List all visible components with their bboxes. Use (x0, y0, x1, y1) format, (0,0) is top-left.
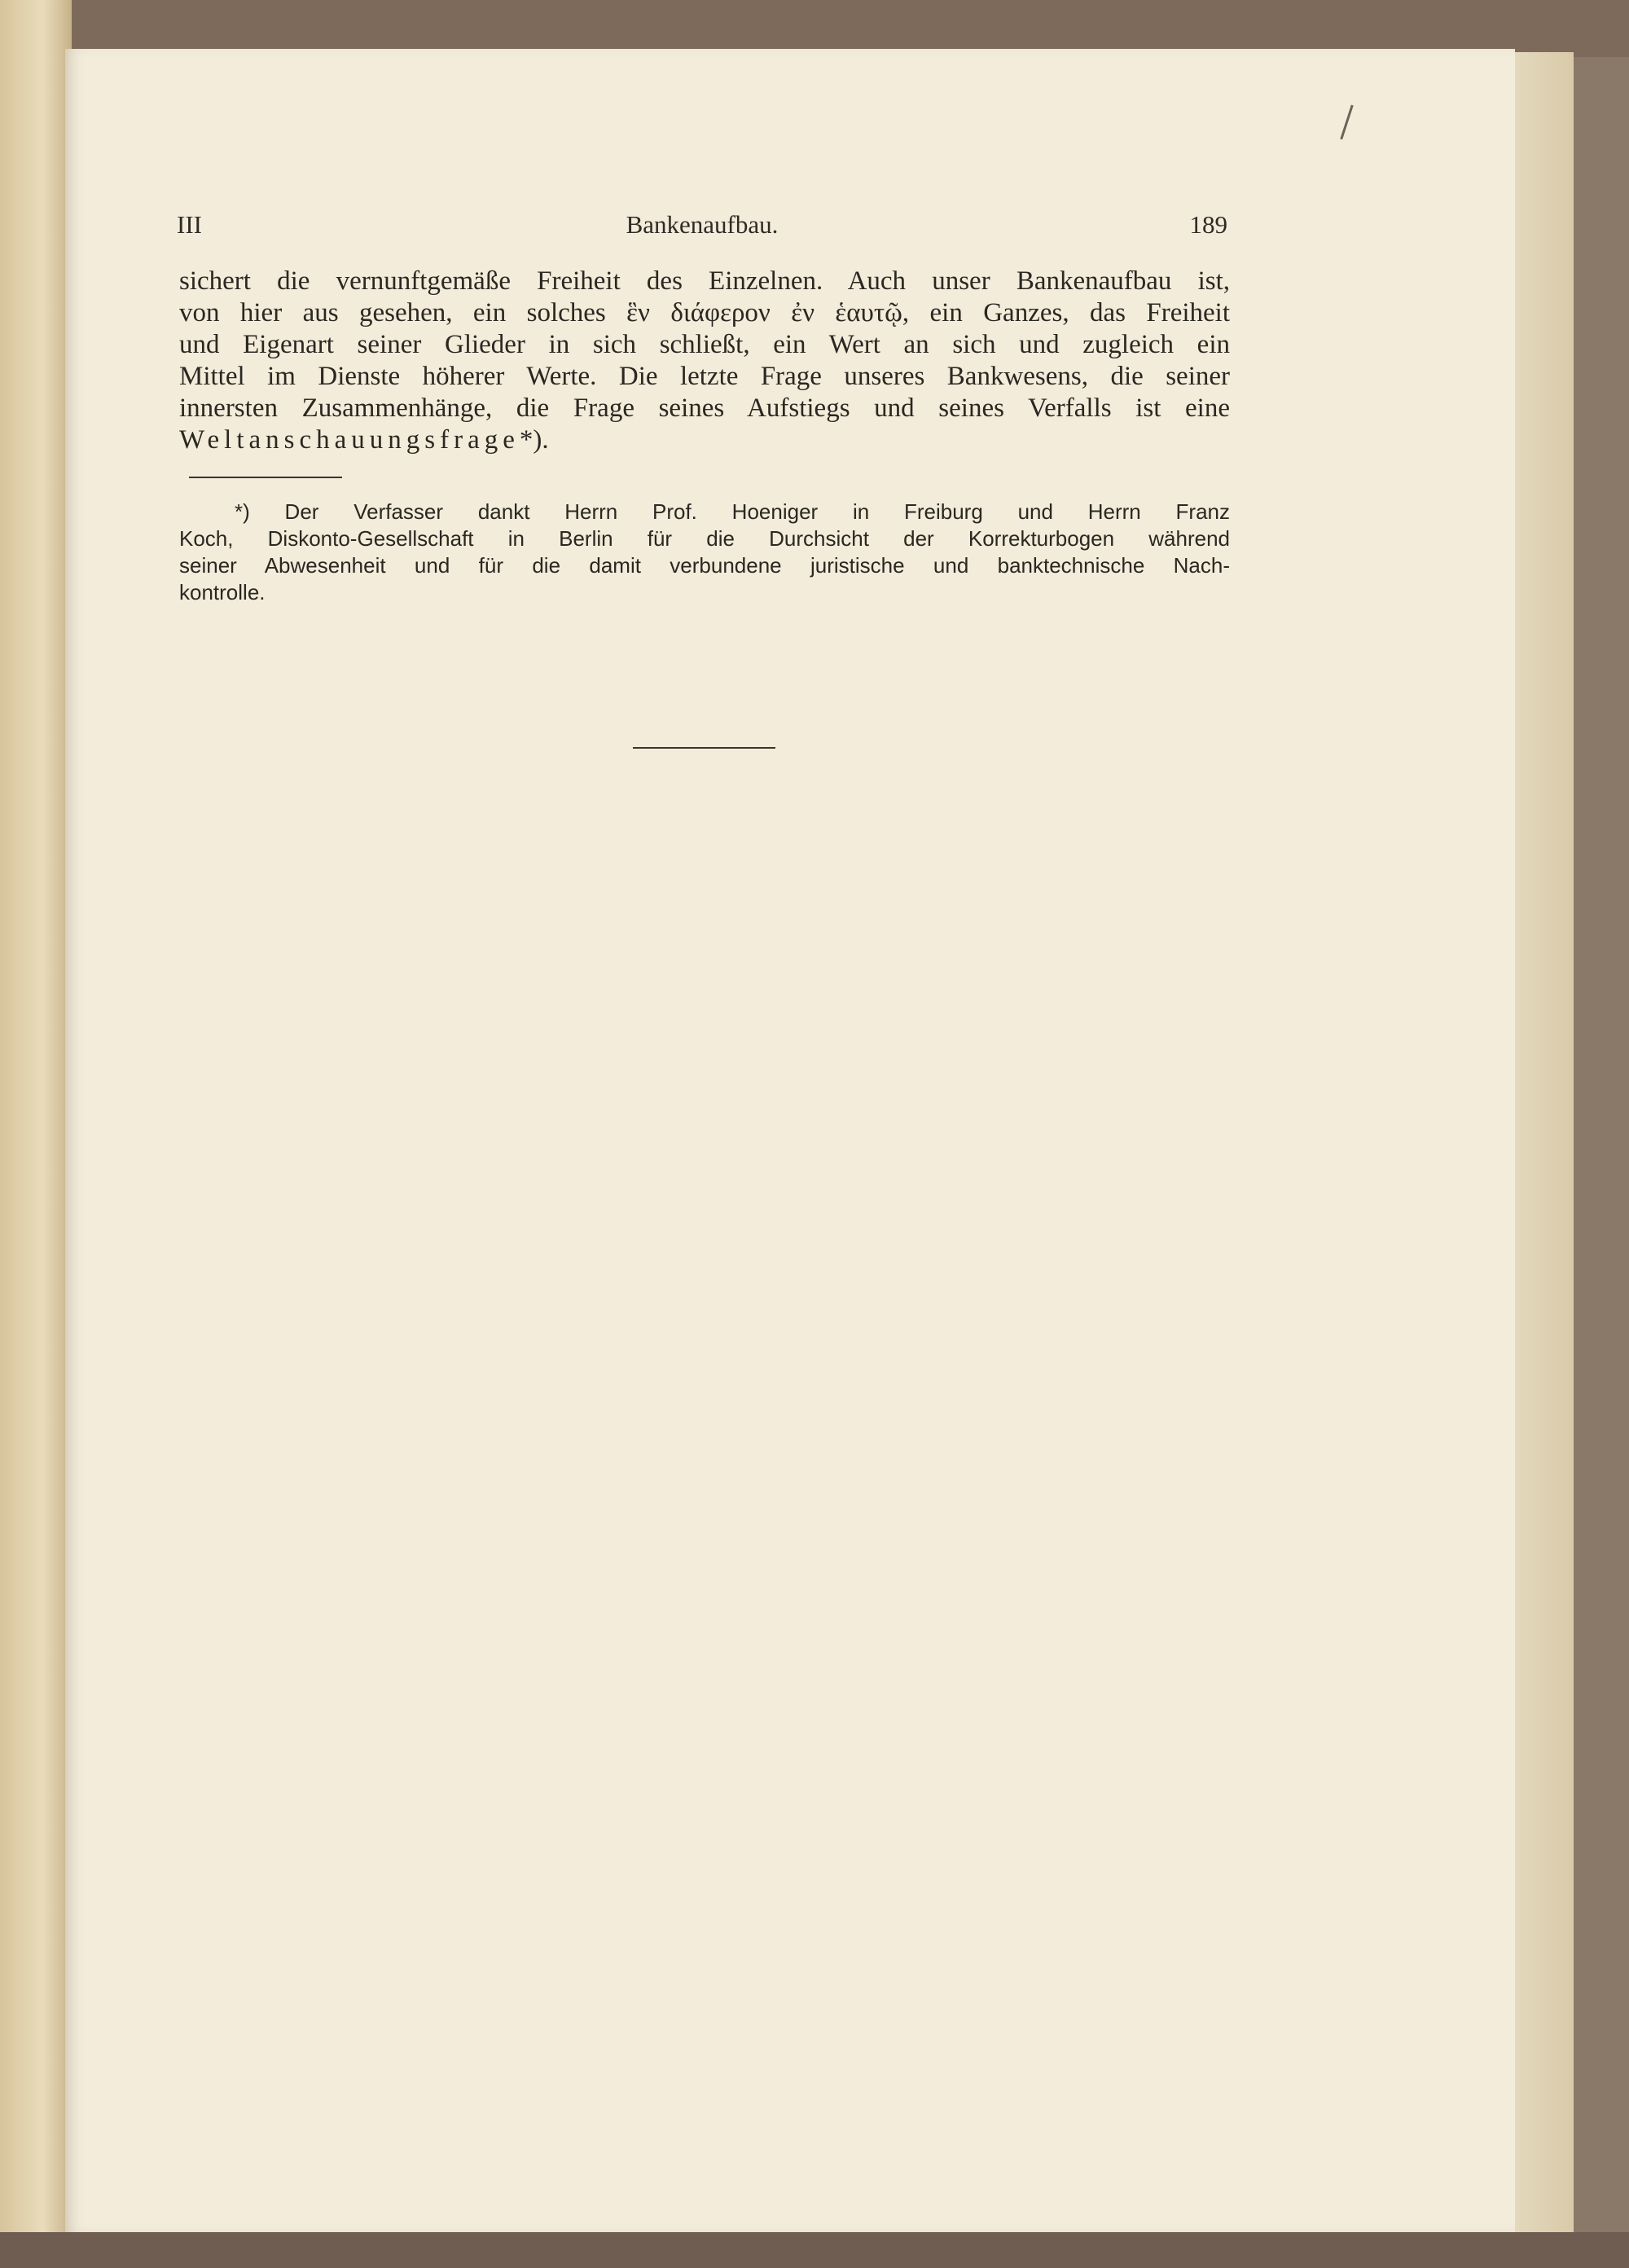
emphasized-word: Weltanschauungsfrage (179, 425, 520, 455)
running-head (177, 210, 1227, 243)
text-line: von hier aus gesehen, ein solches ἓν διάφερον ἐν ἑαυτῷ, ein Ganzes, das Freiheit (179, 298, 1230, 327)
book-cover-left-spine (0, 0, 72, 2268)
text-line: sichert die vernunftgemäße Freiheit des Einzelnen. Auch unser Bankenaufbau ist, (179, 266, 1230, 296)
text-line: und Eigenart seiner Glieder in sich schließt, ein Wert an sich und zugleich ein (179, 330, 1230, 359)
footnote-line: kontrolle. (179, 580, 266, 604)
text-line: innersten Zusammenhänge, die Frage seines Aufstiegs und seines Verfalls ist eine (179, 393, 1230, 423)
section-number: III (177, 210, 202, 239)
text-line: Mittel im Dienste höherer Werte. Die letzte Frage unseres Bankwesens, die seiner (179, 362, 1230, 391)
footnote-rule (189, 477, 342, 478)
footnote-line: *) Der Verfasser dankt Herrn Prof. Hoeniger in Freiburg und Herrn Franz (235, 499, 1230, 524)
book-cover-bottom (0, 2232, 1629, 2268)
page-number: 189 (1189, 210, 1227, 239)
footnote-line: Koch, Diskonto-Gesellschaft in Berlin für die Durchsicht der Korrekturbogen während (179, 526, 1230, 551)
footnote (179, 499, 1230, 606)
footnote-marker: *). (519, 425, 549, 455)
footnote-line: seiner Abwesenheit und für die damit verbundene juristische und banktechnische Nach- (179, 553, 1230, 578)
running-title: Bankenaufbau. (626, 210, 779, 239)
body-paragraph (179, 266, 1230, 456)
text-line-last (179, 424, 1230, 456)
end-rule (633, 747, 775, 749)
